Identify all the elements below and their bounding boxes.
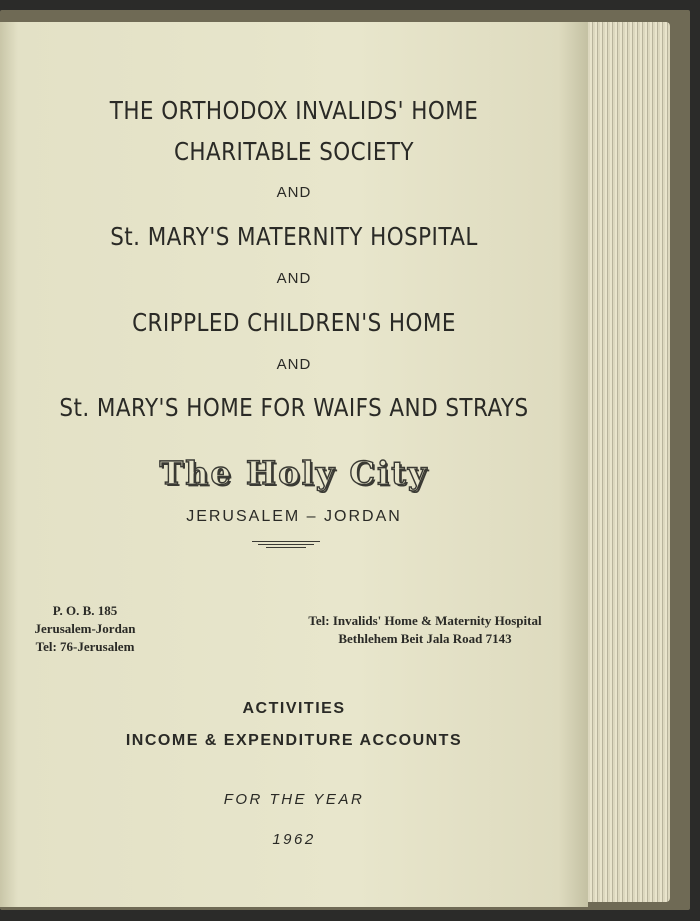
tel-line-2: Bethlehem Beit Jala Road 7143 — [338, 631, 512, 646]
title-line-5: St. MARY'S HOME FOR WAIFS AND STRAYS — [59, 393, 529, 422]
location-line: JERUSALEM – JORDAN — [186, 508, 402, 525]
title-line-3: St. MARY'S MATERNITY HOSPITAL — [110, 222, 478, 251]
pob-city: Jerusalem-Jordan — [34, 621, 136, 636]
title-line-1: THE ORTHODOX INVALIDS' HOME — [109, 96, 479, 125]
and-3: AND — [276, 356, 312, 373]
page-edges — [575, 22, 670, 902]
and-2: AND — [276, 270, 312, 287]
pob-tel: Tel: 76-Jerusalem — [35, 639, 135, 654]
contact-right — [300, 612, 550, 648]
activities-heading: ACTIVITIES — [242, 700, 346, 717]
holy-city-heading: The Holy City — [159, 454, 429, 492]
for-the-year: FOR THE YEAR — [223, 791, 365, 808]
accounts-heading: INCOME & EXPENDITURE ACCOUNTS — [125, 732, 463, 749]
divider-rule-1 — [252, 541, 320, 542]
divider-rule-3 — [266, 547, 306, 548]
divider-rule-2 — [258, 544, 314, 545]
contact-left — [30, 602, 140, 656]
tel-line-1: Tel: Invalids' Home & Maternity Hospital — [308, 613, 542, 628]
pob: P. O. B. 185 — [52, 603, 118, 618]
title-line-4: CRIPPLED CHILDREN'S HOME — [132, 308, 456, 337]
and-1: AND — [276, 184, 312, 201]
document-page — [0, 22, 588, 907]
year: 1962 — [272, 831, 316, 848]
title-line-2: CHARITABLE SOCIETY — [173, 137, 414, 166]
